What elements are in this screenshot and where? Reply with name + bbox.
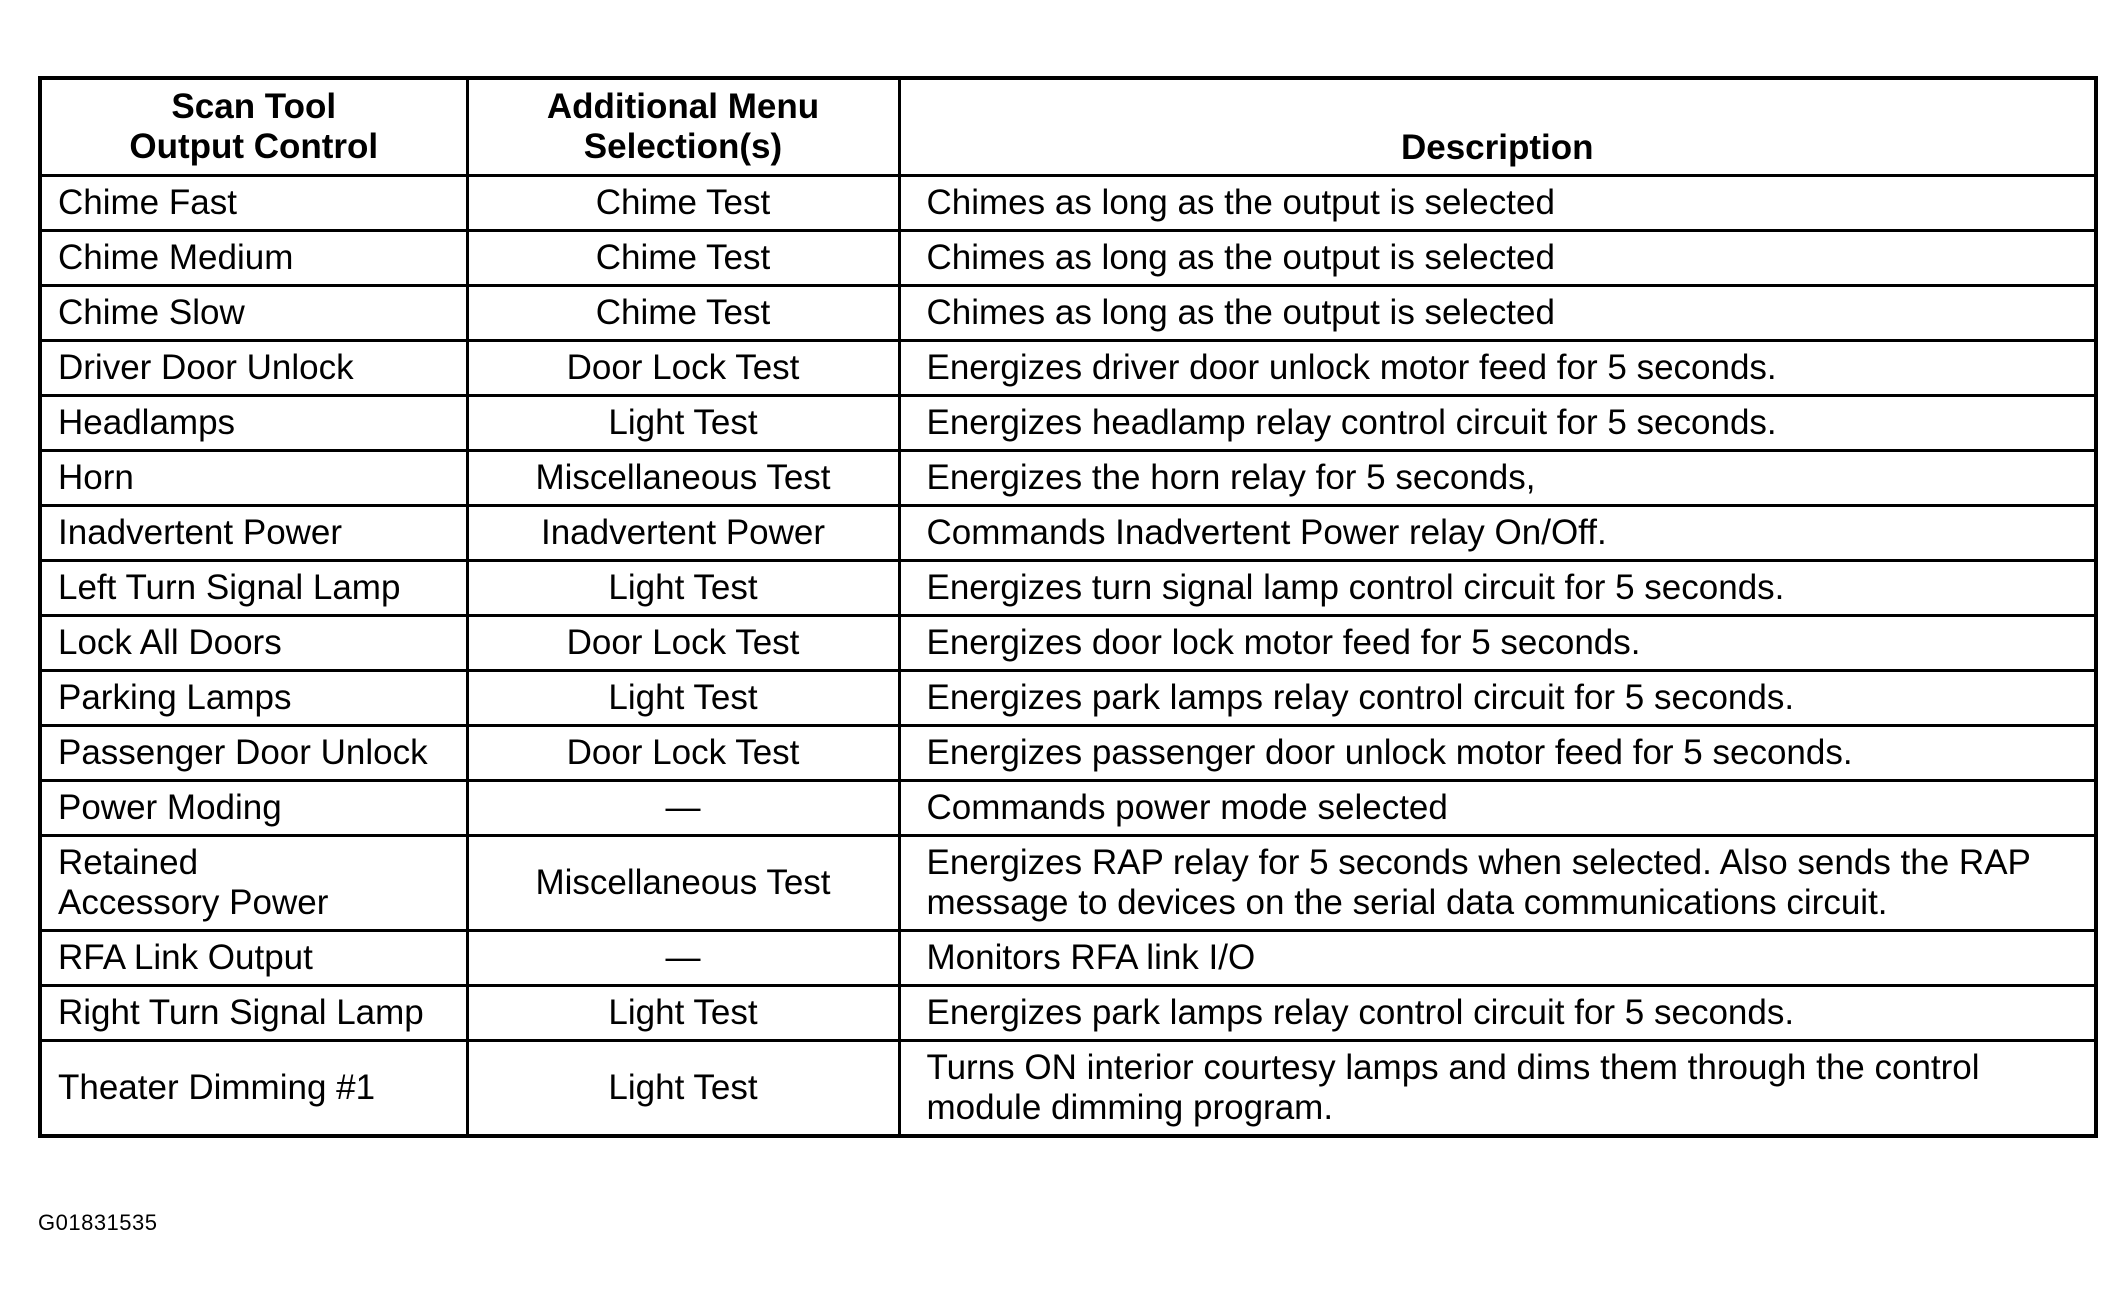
description-cell: Turns ON interior courtesy lamps and dims them through the control module dimming program.: [899, 1041, 2096, 1137]
description-cell: Energizes turn signal lamp control circuit for 5 seconds.: [899, 561, 2096, 616]
output-cell: Right Turn Signal Lamp: [40, 986, 467, 1041]
table-row: [40, 616, 2096, 671]
header-description: Description: [899, 78, 2096, 176]
selection-cell: Chime Test: [467, 176, 899, 231]
description-cell: Monitors RFA link I/O: [899, 931, 2096, 986]
output-cell: Retained Accessory Power: [40, 836, 467, 931]
description-cell: Commands Inadvertent Power relay On/Off.: [899, 506, 2096, 561]
header-output-control: Scan Tool Output Control: [40, 78, 467, 176]
table-row: [40, 451, 2096, 506]
selection-cell: Miscellaneous Test: [467, 836, 899, 931]
description-cell: Energizes passenger door unlock motor feed for 5 seconds.: [899, 726, 2096, 781]
output-cell: Headlamps: [40, 396, 467, 451]
selection-cell: Light Test: [467, 1041, 899, 1137]
table-row: [40, 176, 2096, 231]
selection-cell: Door Lock Test: [467, 341, 899, 396]
table-row: [40, 506, 2096, 561]
output-cell: Horn: [40, 451, 467, 506]
description-cell: Energizes RAP relay for 5 seconds when selected. Also sends the RAP message to devices on the serial data communications circuit.: [899, 836, 2096, 931]
selection-cell: Door Lock Test: [467, 616, 899, 671]
output-cell: RFA Link Output: [40, 931, 467, 986]
table-row: [40, 341, 2096, 396]
selection-cell: —: [467, 931, 899, 986]
output-cell: Left Turn Signal Lamp: [40, 561, 467, 616]
selection-cell: Light Test: [467, 561, 899, 616]
output-cell: Lock All Doors: [40, 616, 467, 671]
selection-cell: Door Lock Test: [467, 726, 899, 781]
output-cell: Driver Door Unlock: [40, 341, 467, 396]
description-cell: Energizes park lamps relay control circuit for 5 seconds.: [899, 671, 2096, 726]
selection-cell: Light Test: [467, 986, 899, 1041]
table-row: [40, 836, 2096, 931]
table-row: [40, 286, 2096, 341]
output-cell: Passenger Door Unlock: [40, 726, 467, 781]
output-cell: Parking Lamps: [40, 671, 467, 726]
output-cell: Theater Dimming #1: [40, 1041, 467, 1137]
table-row: [40, 396, 2096, 451]
selection-cell: Inadvertent Power: [467, 506, 899, 561]
header-menu-selection: Additional Menu Selection(s): [467, 78, 899, 176]
table-row: [40, 561, 2096, 616]
table-row: [40, 231, 2096, 286]
description-cell: Energizes headlamp relay control circuit for 5 seconds.: [899, 396, 2096, 451]
output-control-table: [38, 76, 2098, 1138]
selection-cell: Chime Test: [467, 286, 899, 341]
description-cell: Energizes door lock motor feed for 5 seconds.: [899, 616, 2096, 671]
selection-cell: Miscellaneous Test: [467, 451, 899, 506]
selection-cell: Light Test: [467, 671, 899, 726]
table-row: [40, 986, 2096, 1041]
description-cell: Energizes driver door unlock motor feed for 5 seconds.: [899, 341, 2096, 396]
description-cell: Energizes the horn relay for 5 seconds,: [899, 451, 2096, 506]
figure-id-label: G01831535: [38, 1210, 158, 1235]
description-cell: Chimes as long as the output is selected: [899, 286, 2096, 341]
table-row: [40, 671, 2096, 726]
selection-cell: Chime Test: [467, 231, 899, 286]
description-cell: Chimes as long as the output is selected: [899, 176, 2096, 231]
description-cell: Chimes as long as the output is selected: [899, 231, 2096, 286]
output-cell: Inadvertent Power: [40, 506, 467, 561]
output-cell: Chime Slow: [40, 286, 467, 341]
output-cell: Chime Medium: [40, 231, 467, 286]
description-cell: Energizes park lamps relay control circuit for 5 seconds.: [899, 986, 2096, 1041]
selection-cell: —: [467, 781, 899, 836]
table-row: [40, 1041, 2096, 1137]
table-row: [40, 726, 2096, 781]
selection-cell: Light Test: [467, 396, 899, 451]
output-cell: Chime Fast: [40, 176, 467, 231]
table-row: [40, 931, 2096, 986]
table-row: [40, 781, 2096, 836]
description-cell: Commands power mode selected: [899, 781, 2096, 836]
output-cell: Power Moding: [40, 781, 467, 836]
table-header-row: [40, 78, 2096, 176]
